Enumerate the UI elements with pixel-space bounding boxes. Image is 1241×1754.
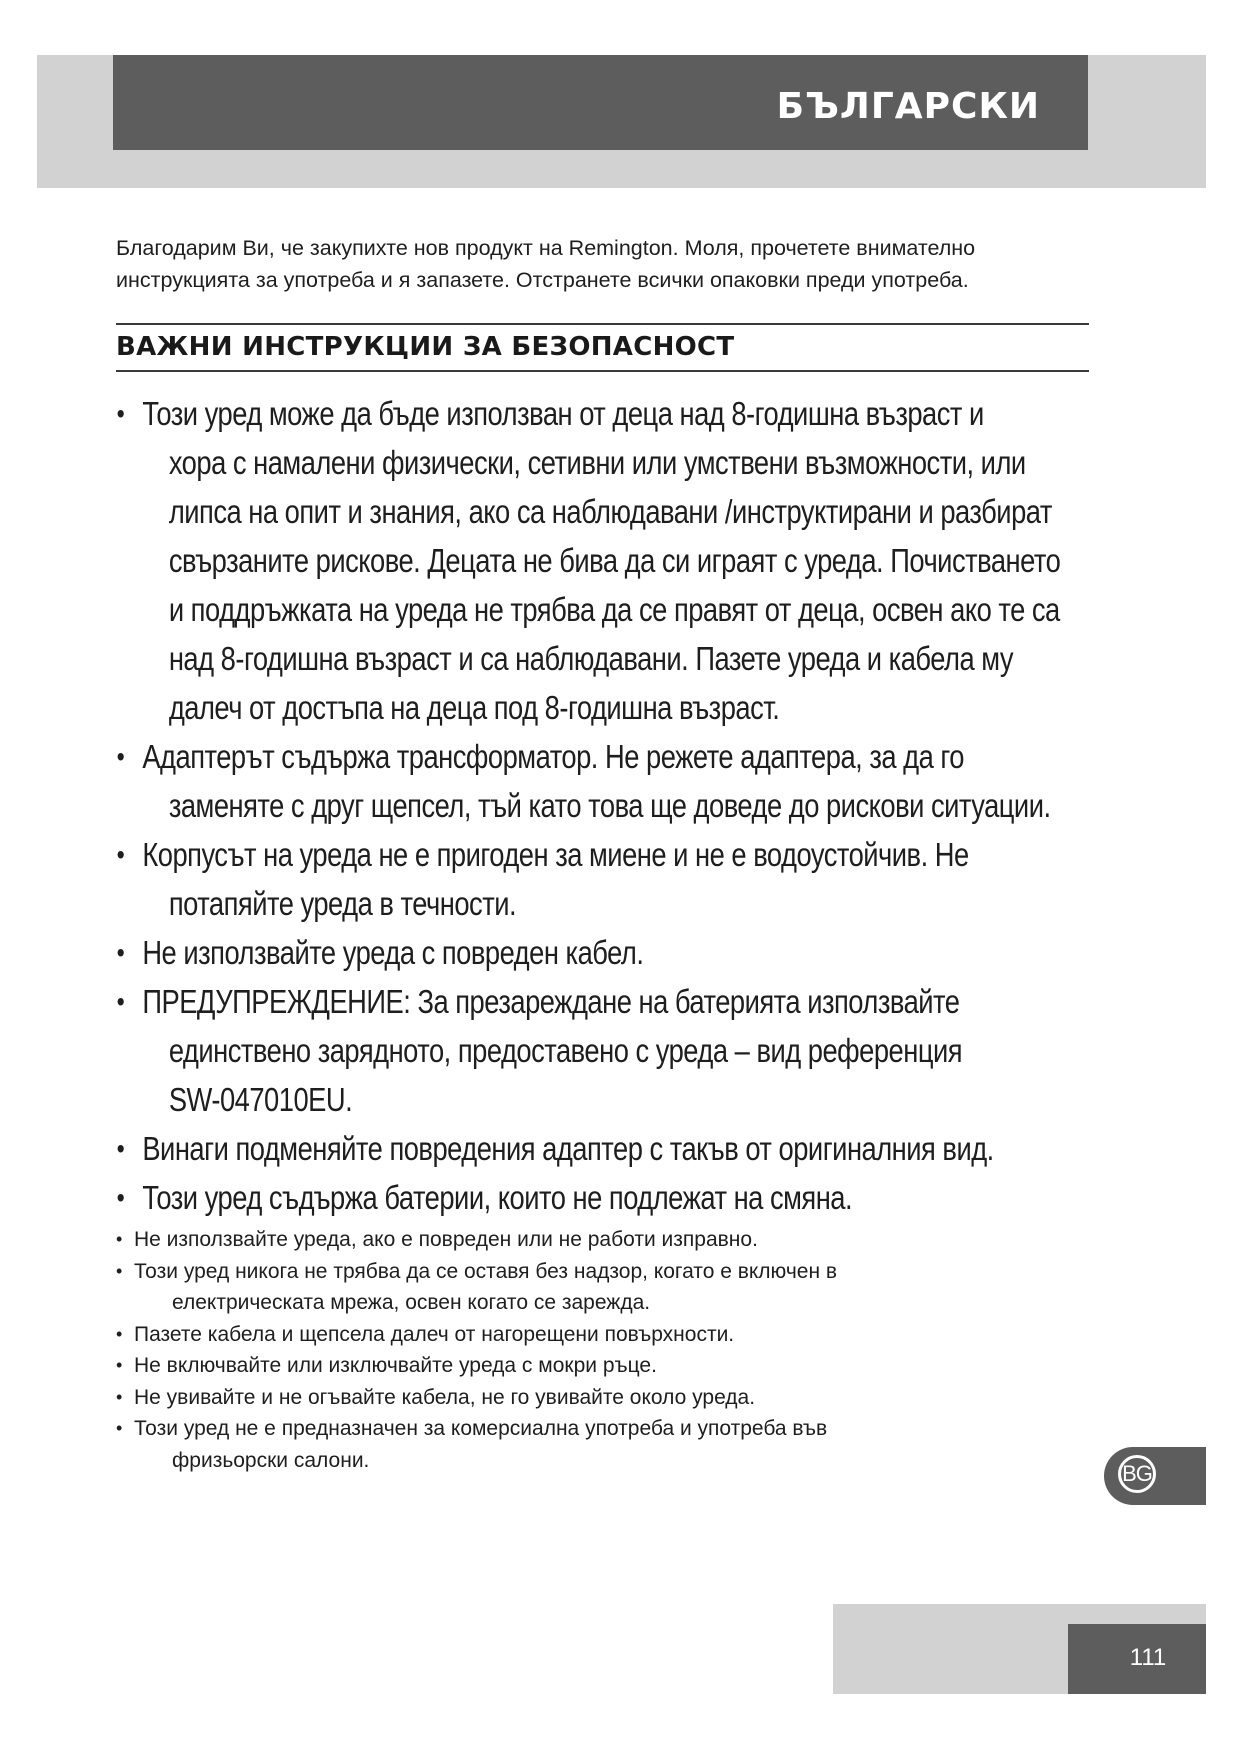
bullet-icon: • [116,398,125,429]
list-item-line: Адаптерът съдържа трансформатор. Не режете адаптера, за да го [142,738,964,775]
list-item [115,977,963,1124]
bullet-icon: • [116,741,125,772]
list-item-line: свързаните рискове. Децата не бива да си играят с уреда. Почистването [168,542,1061,579]
bullet-icon: • [116,1229,123,1249]
list-item [116,1224,1076,1256]
bullet-icon: • [116,1133,125,1164]
list-item [115,389,1061,732]
list-item-line: заменяте с друг щепсел, тъй като това ще доведе до рискови ситуации. [168,787,1051,824]
bullet-icon: • [116,1418,123,1438]
intro-line: Благодарим Ви, че закупихте нов продукт на Remington. Моля, прочетете внимателно [116,236,976,260]
page-number: 111 [1129,1644,1167,1671]
bullet-icon: • [116,1260,123,1281]
list-item-line: електрическата мрежа, освен когато се зарежда. [172,1291,651,1314]
list-item-line: Този уред съдържа батерии, които не подлежат на смяна. [142,1179,853,1216]
list-item-line: Не използвайте уреда с повреден кабел. [142,934,644,971]
list-item [116,1319,1076,1351]
list-item [115,1173,931,1222]
list-item-line: Този уред може да бъде използван от деца над 8-годишна възраст и [142,395,984,432]
list-item-line: Не увивайте и не огъвайте кабела, не го увивайте около уреда. [134,1385,756,1409]
footer-page-box [1068,1624,1206,1694]
section-rule-top [116,323,1089,325]
bullet-icon: • [116,1355,123,1375]
list-item-line: единствено зарядното, предоставено с уреда – вид референция [168,1032,963,1069]
bullet-icon: • [116,937,125,968]
list-item-line: Не използвайте уреда, ако е повреден или не работи изправно. [134,1228,758,1251]
list-item-line: далеч от достъпа на деца под 8-годишна възраст. [168,689,780,726]
list-item-line: SW-047010EU. [168,1081,353,1118]
list-item-line: Този уред никога не трябва да се оставя без надзор, когато е включен в [134,1259,838,1283]
list-item [116,1382,1076,1414]
list-item-line: над 8-годишна възраст и са наблюдавани. Пазете уреда и кабела му [168,640,1014,677]
list-item-line: фризьорски салони. [172,1448,370,1472]
bullet-icon: • [116,839,125,870]
list-item-line: Пазете кабела и щепсела далеч от нагорещени повърхности. [134,1322,735,1346]
section-rule-bottom [116,370,1089,372]
list-item [116,1413,1076,1476]
list-item-line: хора с намалени физически, сетивни или умствени възможности, или [168,444,1026,481]
language-title: БЪЛГАРСКИ [776,86,1040,127]
list-item-line: ПРЕДУПРЕЖДЕНИЕ: За презареждане на батерията използвайте [142,983,960,1020]
bullet-icon: • [116,1182,125,1213]
list-item-line: Този уред не е предназначен за комерсиална употреба и употреба във [134,1417,828,1440]
intro-line: инструкцията за употреба и я запазете. Отстранете всички опаковки преди употреба. [116,268,969,292]
list-item [115,732,1051,830]
list-item [115,1124,994,1173]
list-item-line: Не включвайте или изключвайте уреда с мокри ръце. [134,1354,657,1377]
list-item [116,1256,1076,1319]
bullet-icon: • [116,1386,123,1407]
bullet-icon: • [116,1323,123,1344]
safety-list-small [116,1224,1076,1476]
list-item [116,1350,1076,1382]
safety-list-large [115,389,1061,1222]
header-bar [113,55,1088,150]
section-heading: ВАЖНИ ИНСТРУКЦИИ ЗА БЕЗОПАСНОСТ [116,332,735,362]
intro-paragraph [116,232,1076,296]
list-item-line: потапяйте уреда в течности. [168,885,517,922]
list-item [115,830,969,928]
language-badge-circle: BG [1118,1455,1156,1493]
language-badge [1104,1447,1206,1505]
list-item-line: Корпусът на уреда не е пригоден за миене и не е водоустойчив. Не [142,836,969,873]
list-item [115,928,931,977]
list-item-line: и поддръжката на уреда не трябва да се правят от деца, освен ако те са [168,591,1060,628]
list-item-line: липса на опит и знания, ако са наблюдавани /инструктирани и разбират [168,493,1052,530]
bullet-icon: • [116,986,125,1017]
list-item-line: Винаги подменяйте повредения адаптер с такъв от оригиналния вид. [142,1130,994,1167]
